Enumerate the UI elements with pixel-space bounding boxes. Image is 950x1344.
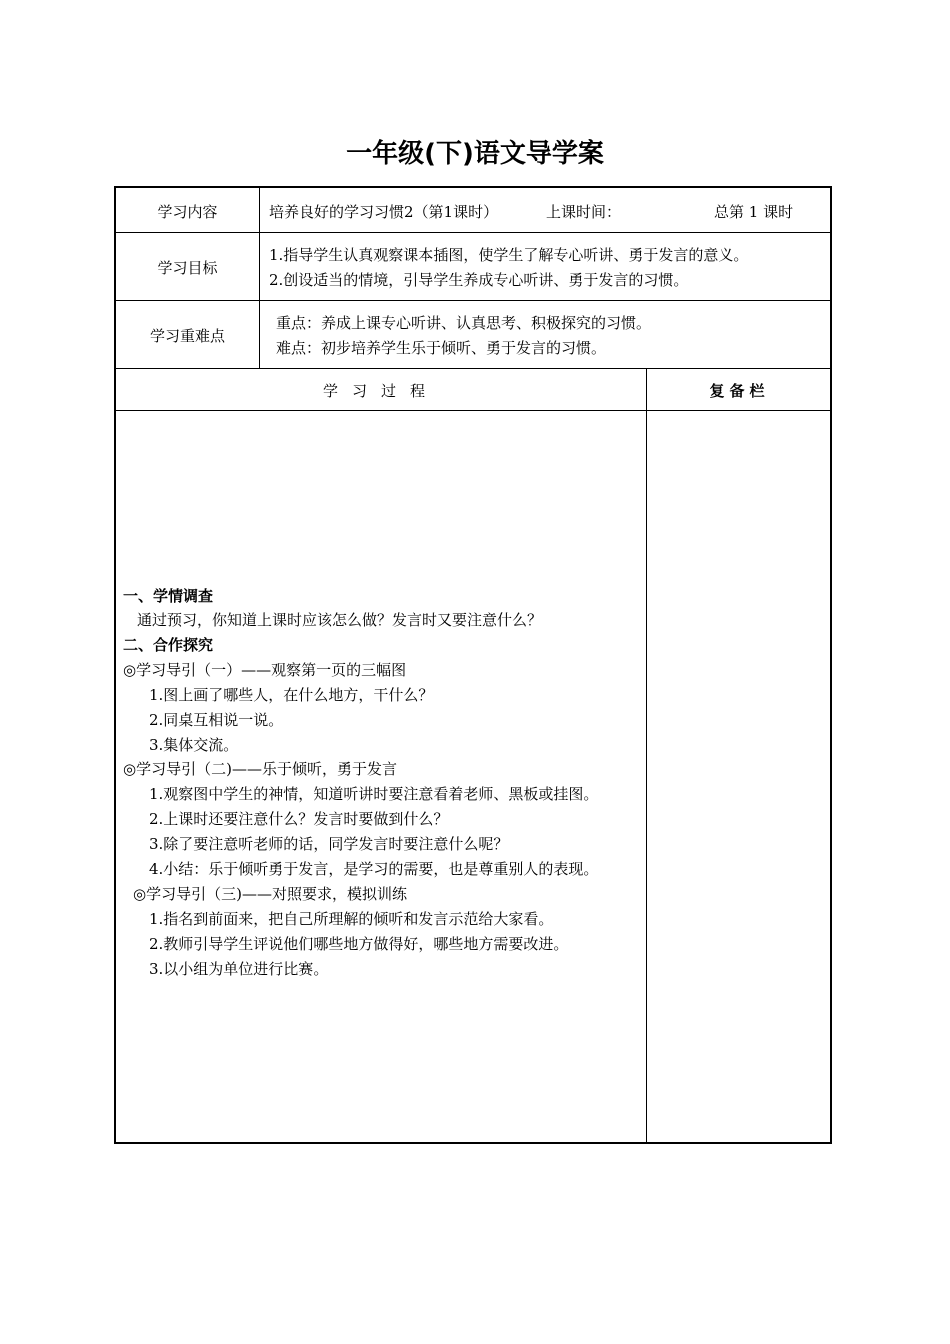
section-heading: 二、合作探究 [123, 636, 214, 654]
goal-item: 1.指导学生认真观察课本插图，使学生了解专心听讲、勇于发言的意义。 [269, 246, 749, 264]
process-line: 1.图上画了哪些人，在什么地方，干什么？ [149, 686, 434, 704]
content-value: 培养良好的学习习惯2（第1课时） [269, 203, 499, 221]
process-line: 2.教师引导学生评说他们哪些地方做得好，哪些地方需要改进。 [149, 935, 569, 953]
row-divider [116, 232, 832, 233]
key-point: 重点：养成上课专心听讲、认真思考、积极探究的习惯。 [276, 314, 652, 332]
lesson-table [114, 186, 832, 1144]
section-heading: 一、学情调查 [123, 587, 214, 605]
process-line: 2.同桌互相说一说。 [149, 711, 284, 729]
guide-heading: ◎学习导引（二)——乐于倾听，勇于发言 [123, 760, 397, 778]
process-line: 3.除了要注意听老师的话，同学发言时要注意什么呢？ [149, 835, 509, 853]
row-divider [116, 410, 832, 411]
process-line: 3.集体交流。 [149, 736, 239, 754]
content-label: 学习内容 [157, 203, 218, 221]
notes-header: 复备栏 [709, 382, 770, 400]
total-lessons: 总第 1 课时 [714, 203, 794, 221]
guide-heading: ◎学习导引（一）——观察第一页的三幅图 [123, 661, 407, 679]
row-divider [116, 300, 832, 301]
process-line: 通过预习，你知道上课时应该怎么做？发言时又要注意什么？ [137, 611, 543, 629]
process-line: 1.观察图中学生的神情，知道听讲时要注意看着老师、黑板或挂图。 [149, 785, 599, 803]
guide-heading: ◎学习导引（三)——对照要求，模拟训练 [133, 885, 407, 903]
process-line: 3.以小组为单位进行比赛。 [149, 960, 329, 978]
process-line: 2.上课时还要注意什么？发言时要做到什么？ [149, 810, 449, 828]
class-time-label: 上课时间： [546, 203, 622, 221]
key-point: 难点：初步培养学生乐于倾听、勇于发言的习惯。 [276, 339, 607, 357]
column-divider [646, 368, 647, 1144]
goal-item: 2.创设适当的情境，引导学生养成专心听讲、勇于发言的习惯。 [269, 271, 689, 289]
row-divider [116, 368, 832, 369]
key-points-label: 学习重难点 [149, 327, 225, 345]
page-title: 一年级(下)语文导学案 [346, 139, 604, 169]
process-line: 4.小结：乐于倾听勇于发言，是学习的需要，也是尊重别人的表现。 [149, 860, 599, 878]
process-line: 1.指名到前面来，把自己所理解的倾听和发言示范给大家看。 [149, 910, 554, 928]
process-header: 学习过程 [322, 382, 439, 400]
column-divider [259, 188, 260, 368]
goal-label: 学习目标 [157, 259, 218, 277]
